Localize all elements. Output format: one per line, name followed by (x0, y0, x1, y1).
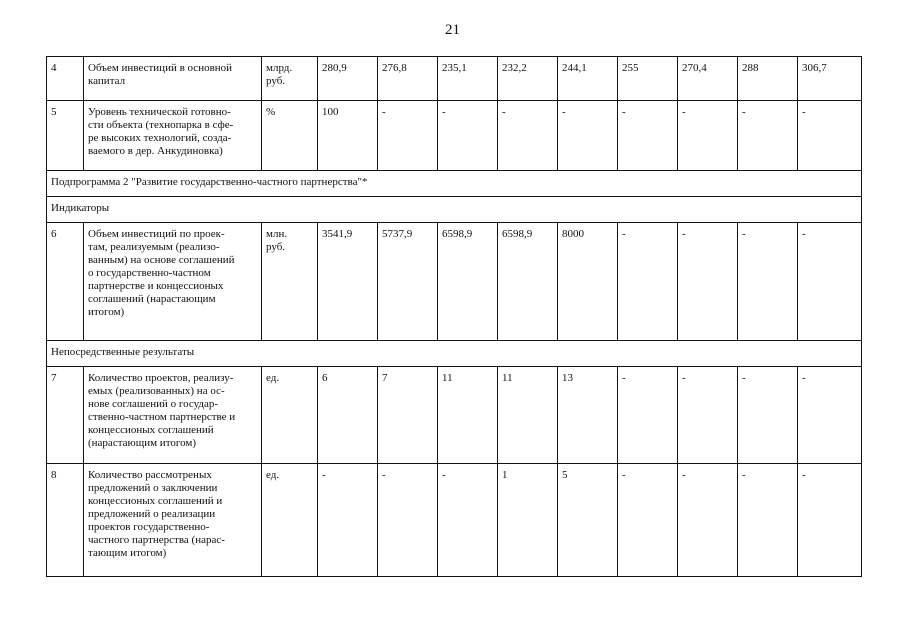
value-cell: 6598,9 (498, 223, 558, 341)
value-cell: 306,7 (798, 57, 862, 101)
indicators-table (46, 56, 862, 577)
indicator-name-cell: Уровень технической готовно- сти объекта (технопарка в сфе- ре высоких технологий, созда- ваемого в дер. Анкудиновка) (84, 101, 262, 171)
value-cell: - (618, 367, 678, 464)
section-title: Непосредственные результаты (47, 341, 862, 367)
unit-cell: млрд. руб. (262, 57, 318, 101)
value-cell: - (618, 464, 678, 577)
unit-cell: ед. (262, 464, 318, 577)
value-cell: - (738, 223, 798, 341)
value-cell: 280,9 (318, 57, 378, 101)
value-cell: - (798, 101, 862, 171)
value-cell: - (738, 464, 798, 577)
value-cell: - (558, 101, 618, 171)
value-cell: - (618, 223, 678, 341)
table-row (47, 57, 862, 101)
value-cell: 270,4 (678, 57, 738, 101)
value-cell: 11 (498, 367, 558, 464)
section-row (47, 341, 862, 367)
value-cell: 1 (498, 464, 558, 577)
value-cell: - (378, 101, 438, 171)
table-row (47, 367, 862, 464)
value-cell: - (678, 464, 738, 577)
page-number: 21 (445, 22, 460, 38)
value-cell: 232,2 (498, 57, 558, 101)
value-cell: - (738, 101, 798, 171)
section-title: Подпрограмма 2 "Развитие государственно-частного партнерства"* (47, 171, 862, 197)
value-cell: 100 (318, 101, 378, 171)
value-cell: 3541,9 (318, 223, 378, 341)
unit-cell: % (262, 101, 318, 171)
value-cell: 5 (558, 464, 618, 577)
row-number-cell: 6 (47, 223, 84, 341)
table-row (47, 464, 862, 577)
row-number-cell: 4 (47, 57, 84, 101)
value-cell: 6598,9 (438, 223, 498, 341)
value-cell: - (798, 223, 862, 341)
value-cell: - (318, 464, 378, 577)
indicator-name-cell: Количество рассмотреных предложений о заключении концессионых соглашений и предложений о реализации проектов государственно- частного партнерства (нарас- тающим итогом) (84, 464, 262, 577)
table-body (47, 57, 862, 577)
value-cell: 288 (738, 57, 798, 101)
value-cell: 276,8 (378, 57, 438, 101)
row-number-cell: 5 (47, 101, 84, 171)
table-row (47, 101, 862, 171)
value-cell: 235,1 (438, 57, 498, 101)
indicator-name-cell: Объем инвестиций по проек- там, реализуемым (реализо- ванным) на основе соглашений о государственно-частном партнерстве и концессионых соглашений (нарастающим итогом) (84, 223, 262, 341)
value-cell: - (498, 101, 558, 171)
value-cell: 7 (378, 367, 438, 464)
unit-cell: ед. (262, 367, 318, 464)
value-cell: - (438, 464, 498, 577)
value-cell: - (378, 464, 438, 577)
value-cell: - (678, 223, 738, 341)
value-cell: - (678, 101, 738, 171)
value-cell: 5737,9 (378, 223, 438, 341)
table-row (47, 223, 862, 341)
row-number-cell: 7 (47, 367, 84, 464)
value-cell: - (798, 367, 862, 464)
row-number-cell: 8 (47, 464, 84, 577)
value-cell: - (738, 367, 798, 464)
value-cell: - (438, 101, 498, 171)
value-cell: - (798, 464, 862, 577)
indicator-name-cell: Объем инвестиций в основной капитал (84, 57, 262, 101)
indicator-name-cell: Количество проектов, реализу- емых (реализованных) на ос- нове соглашений о государ- ственно-частном партнерстве и концессионых соглашений (нарастающим итогом) (84, 367, 262, 464)
value-cell: 255 (618, 57, 678, 101)
unit-cell: млн. руб. (262, 223, 318, 341)
value-cell: 6 (318, 367, 378, 464)
value-cell: - (618, 101, 678, 171)
section-row (47, 171, 862, 197)
value-cell: 8000 (558, 223, 618, 341)
value-cell: - (678, 367, 738, 464)
section-row (47, 197, 862, 223)
value-cell: 13 (558, 367, 618, 464)
section-title: Индикаторы (47, 197, 862, 223)
value-cell: 11 (438, 367, 498, 464)
value-cell: 244,1 (558, 57, 618, 101)
